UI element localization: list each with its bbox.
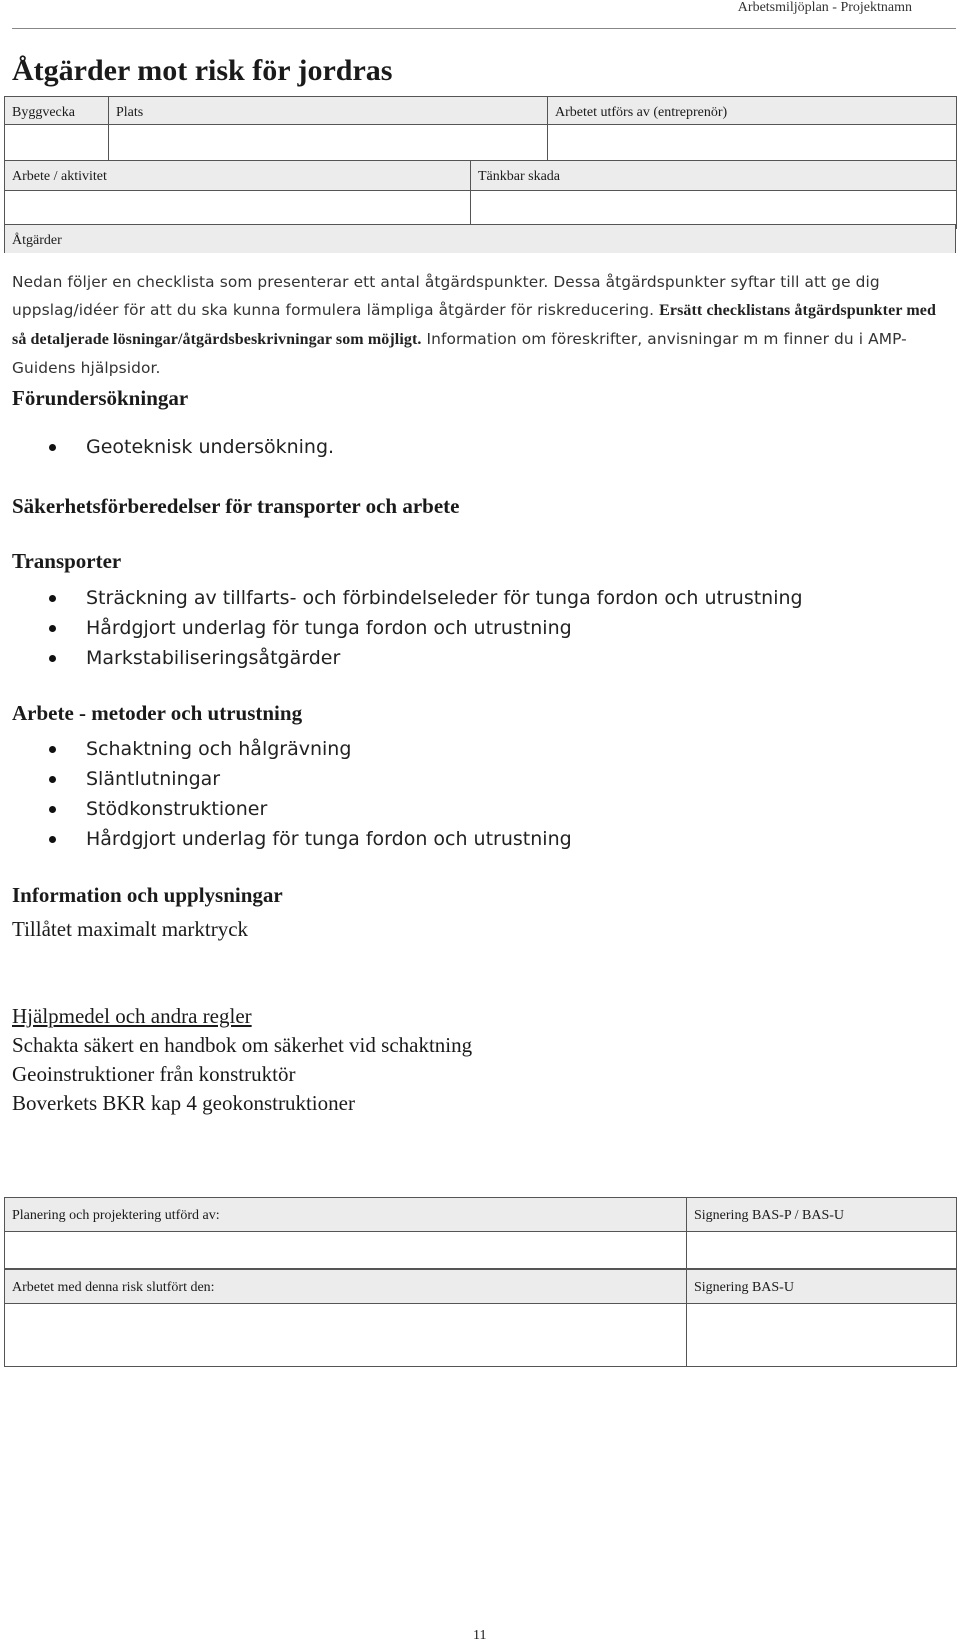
- damage-field[interactable]: [471, 191, 957, 229]
- information-text: Tillåtet maximalt marktryck: [12, 917, 249, 941]
- place-field[interactable]: [109, 125, 548, 161]
- list-item: Stödkonstruktioner: [56, 794, 572, 824]
- place-label: Plats: [109, 97, 548, 125]
- list-item: Hårdgjort underlag för tunga fordon och utrustning: [56, 824, 572, 854]
- heading-sakerhet: Säkerhetsförberedelser för transporter och arbete: [12, 494, 460, 518]
- list-item: Släntlutningar: [56, 764, 572, 794]
- damage-label: Tänkbar skada: [471, 161, 957, 191]
- list-item: Schaktning och hålgrävning: [56, 734, 572, 764]
- heading-arbete: Arbete - metoder och utrustning: [12, 701, 303, 725]
- hjalpmedel-line: Geoinstruktioner från konstruktör: [12, 1062, 296, 1086]
- week-label: Byggvecka: [5, 97, 109, 125]
- running-header: Arbetsmiljöplan - Projektnamn: [737, 0, 912, 15]
- intro-bold-text: Ersätt checklistans åtgärdspunkter med så detaljerade lösningar/åtgärdsbeskrivningar som möjligt.: [12, 302, 936, 348]
- activity-field[interactable]: [5, 191, 471, 229]
- list-forundersokningar: [56, 432, 334, 462]
- page-title: Åtgärder mot risk för jordras: [12, 54, 393, 87]
- week-field[interactable]: [5, 125, 109, 161]
- hjalpmedel-line: Schakta säkert en handbok om säkerhet vid schaktning: [12, 1033, 473, 1057]
- contractor-label: Arbetet utförs av (entreprenör): [548, 97, 957, 125]
- sign-bas-p-u-label: Signering BAS-P / BAS-U: [687, 1198, 957, 1232]
- list-item: Geoteknisk undersökning.: [56, 432, 334, 462]
- heading-transporter: Transporter: [12, 549, 122, 573]
- sign-bas-u-field[interactable]: [687, 1304, 957, 1367]
- list-item: Sträckning av tillfarts- och förbindelseleder för tunga fordon och utrustning: [56, 583, 803, 613]
- header-rule: [12, 28, 956, 29]
- form-table-row2: [4, 160, 957, 229]
- activity-label: Arbete / aktivitet: [5, 161, 471, 191]
- signature-table-1: [4, 1197, 957, 1269]
- completed-field[interactable]: [5, 1304, 687, 1367]
- hjalpmedel-line: Boverkets BKR kap 4 geokonstruktioner: [12, 1091, 355, 1115]
- signature-table-2: [4, 1269, 957, 1367]
- contractor-field[interactable]: [548, 125, 957, 161]
- intro-paragraph: [12, 268, 942, 382]
- list-arbete: [56, 734, 572, 854]
- heading-forundersokningar: Förundersökningar: [12, 386, 189, 410]
- page-number: 11: [473, 1628, 487, 1643]
- form-table-row1: [4, 96, 957, 161]
- sign-bas-p-u-field[interactable]: [687, 1232, 957, 1269]
- measures-label: Åtgärder: [5, 225, 956, 253]
- sign-bas-u-label: Signering BAS-U: [687, 1270, 957, 1304]
- heading-information: Information och upplysningar: [12, 883, 283, 907]
- list-item: Hårdgjort underlag för tunga fordon och utrustning: [56, 613, 803, 643]
- intro-text-2: Information om föreskrifter, anvisningar m m finner du i AMP-Guidens hjälpsidor.: [12, 330, 907, 377]
- planning-field[interactable]: [5, 1232, 687, 1269]
- form-table-row3: [4, 224, 956, 253]
- list-item: Markstabiliseringsåtgärder: [56, 643, 803, 673]
- heading-hjalpmedel: Hjälpmedel och andra regler: [12, 1004, 252, 1028]
- intro-text-1: Nedan följer en checklista som presenterar ett antal åtgärdspunkter. Dessa åtgärdspunkter syftar till att ge dig uppslag/idéer för att du ska kunna formulera lämpliga åtgärder för riskreducering.: [12, 273, 880, 319]
- completed-label: Arbetet med denna risk slutfört den:: [5, 1270, 687, 1304]
- list-transporter: [56, 583, 803, 673]
- planning-label: Planering och projektering utförd av:: [5, 1198, 687, 1232]
